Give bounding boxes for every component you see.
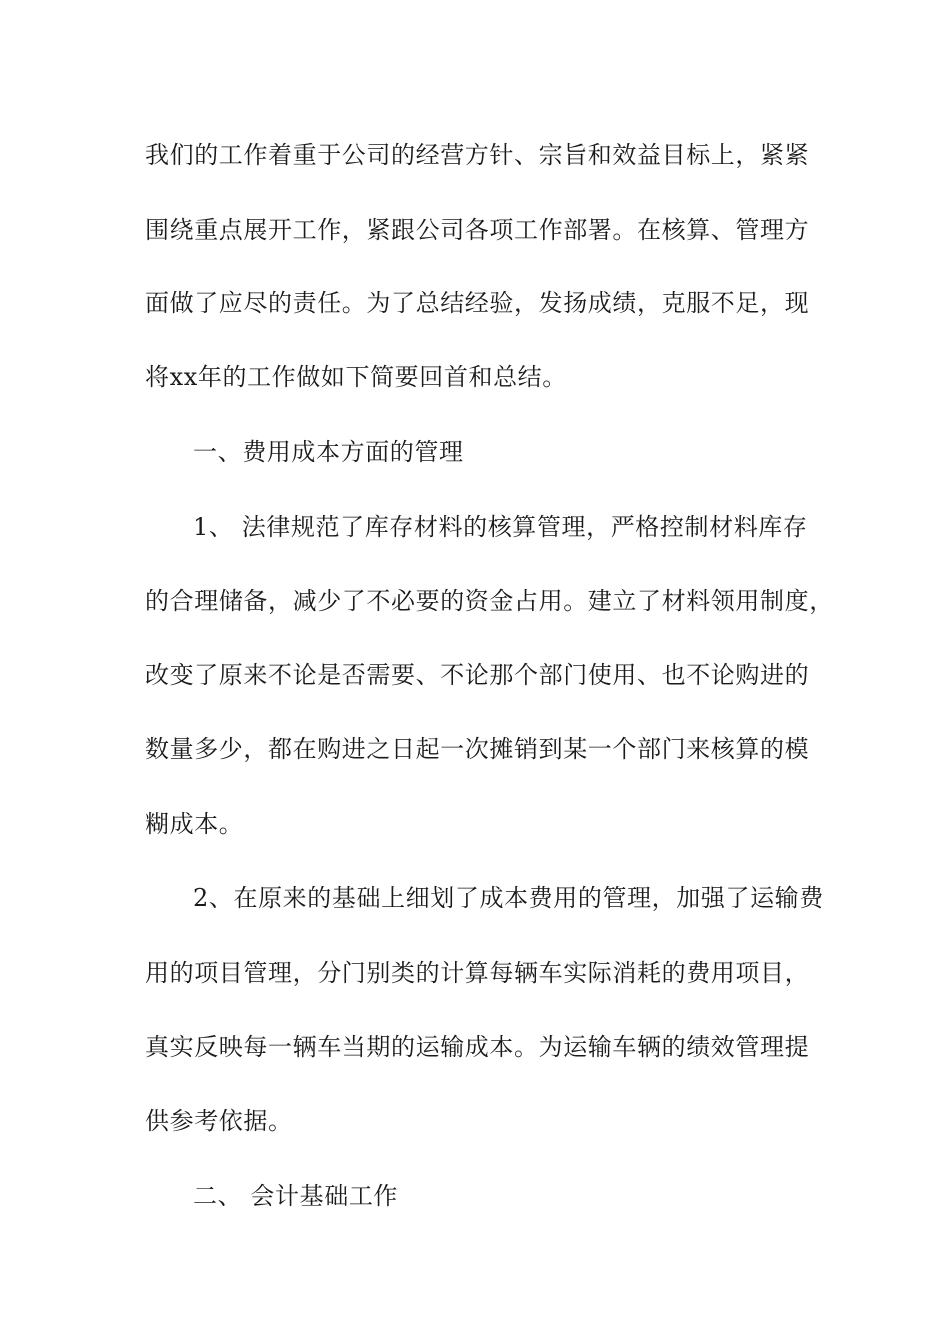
paragraph-line: 数量多少，都在购进之日起一次摊销到某一个部门来核算的模 <box>145 735 810 763</box>
paragraph-line: 改变了原来不论是否需要、不论那个部门使用、也不论购进的 <box>145 661 810 689</box>
paragraph-line: 1、 法律规范了库存材料的核算管理，严格控制材料库存 <box>193 513 808 541</box>
paragraph-line: 2、在原来的基础上细划了成本费用的管理，加强了运输费 <box>193 884 824 912</box>
section-heading: 一、费用成本方面的管理 <box>193 438 464 466</box>
section-heading: 二、 会计基础工作 <box>193 1182 399 1210</box>
paragraph-line: 我们的工作着重于公司的经营方针、宗旨和效益目标上，紧紧 <box>145 141 810 169</box>
paragraph-line: 真实反映每一辆车当期的运输成本。为运输车辆的绩效管理提 <box>145 1033 810 1061</box>
paragraph-line: 糊成本。 <box>145 810 244 838</box>
paragraph-line: 的合理储备，减少了不必要的资金占用。建立了材料领用制度， <box>145 587 834 615</box>
paragraph-line: 供参考依据。 <box>145 1107 293 1135</box>
paragraph-line: 将xx年的工作做如下简要回首和总结。 <box>145 363 567 391</box>
paragraph-line: 用的项目管理，分门别类的计算每辆车实际消耗的费用项目， <box>145 959 810 987</box>
paragraph-line: 面做了应尽的责任。为了总结经验，发扬成绩，克服不足，现 <box>145 289 810 317</box>
paragraph-line: 围绕重点展开工作，紧跟公司各项工作部署。在核算、管理方 <box>145 216 810 244</box>
